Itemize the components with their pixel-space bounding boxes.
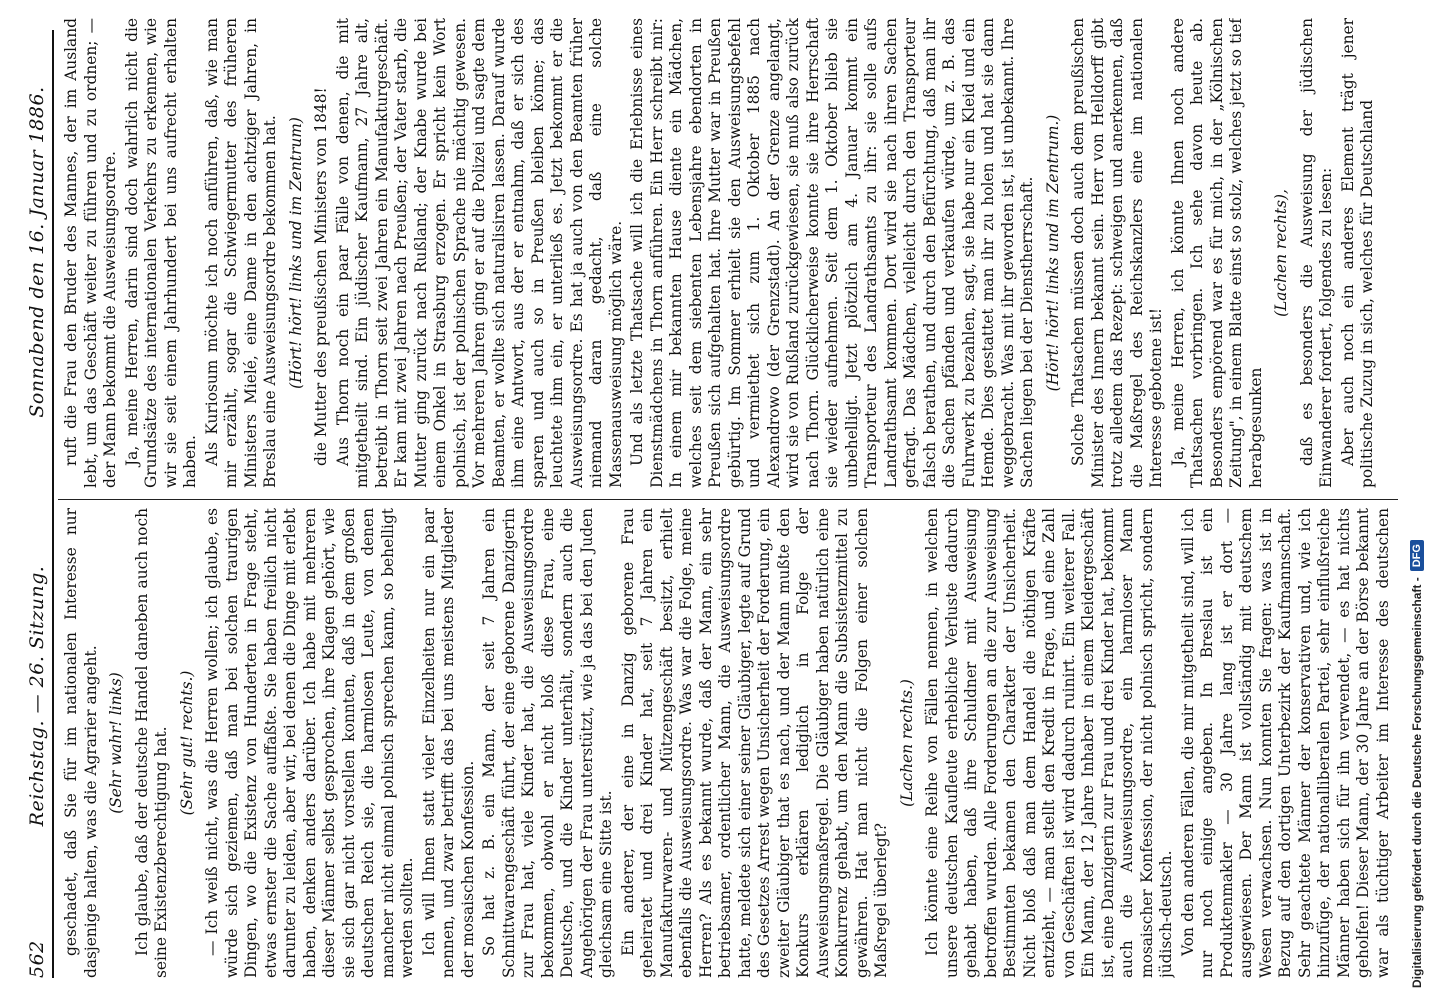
left-column [62, 508, 1392, 978]
interjection: (Sehr gut! rechts.) [177, 670, 196, 816]
paragraph: Ich könnte eine Reihe von Fällen nennen, in welchen unsere deutschen Kaufleute erhebliche Verluste dadurch gehabt haben, daß ihre Schuldner mit Ausweisung betroffen wurden. Alle Forderungen an die zur Ausweisung Bestimmten bekamen den Charakter der Unsicherheit. Nicht bloß daß man dem Handel die nöthigen Kräfte entzieht, — man stellt den Kredit in Frage, und eine Zahl von Geschäften ist wird dadurch ruinirt. Ein weiterer Fall. Ein Mann, der 12 Jahre Inhaber in einem Kleidergeschäft ist, eine Danzigerin zur Frau und drei Kinder hat, bekommt auch die Ausweisungsordre, ein harmloser Mann mosaischer Konfession, der nicht polnisch spricht, sondern jüdisch-deutsch. [923, 508, 1175, 978]
paragraph: Und als letzte Thatsache will ich die Erlebnisse eines Dienstmädchens in Thorn anführen. Ein Herr schreibt mir: In einem mir bekannten Hause diente ein Mädchen, welches seit dem siebenten Lebensjahre ebendorten in Preußen sich aufgehalten hat. Ihre Mutter war in Preußen gebürtig. Im Sommer erhielt sie den Ausweisungsbefehl und vermiethet sich zum 1. Oktober 1885 nach Alexandrowo (der Grenzstadt). An der Grenze angelangt, wird sie von Rußland zurückgewiesen, sie muß also zurück nach Thorn. Glücklicherweise konnte sie ihre Herrschaft sie wieder aufnehmen. Seit dem 1. Oktober blieb sie unbehelligt. Jetzt plötzlich am 4. Januar kommt ein Transporteur des Landrathsamts zu ihr: sie solle aufs Landrathsamt kommen. Dort wird sie nach ihren Sachen gefragt. Das Mädchen, vielleicht durch den Transporteur falsch berathen, und durch den Befürchtung, daß man ihr die Sachen pfänden und verkaufen würde, um z. B. das Fuhrwerk zu bezahlen, sagt, sie habe nur ein Kleid und ein Hemde. Dies gestattet man ihr zu holen und hat sie dann weggebracht. Was mit ihr geworden ist, ist unbekannt. Ihre Sachen liegen bei der Dienstherrschaft. [628, 18, 1036, 488]
paragraph: Ja, meine Herren, darin sind doch wahrlich nicht die Grundsätze des internationalen Verkehrs zu erkennen, wie wir sie seit einem Jahrhundert bei uns aufrecht erhalten haben. [122, 18, 199, 488]
paragraph: Ich will Ihnen statt vieler Einzelheiten nur ein paar nennen, und zwar betrifft das bei uns meistens Mitglieder der mosaischen Konfession. [419, 508, 477, 978]
paragraph: Solche Thatsachen müssen doch auch dem preußischen Minister des Innern bekannt sein. Herr von Helldorff gibt trotz alledem das Rezept: schweigen und anerkennen, daß die Maßregel des Reichskanzlers eine im nationalen Interesse gebotene ist! [1069, 18, 1165, 488]
digitization-credit [1406, 8, 1428, 988]
right-column [62, 18, 1392, 488]
paragraph: So hat z. B. ein Mann, der seit 7 Jahren ein Schnittwarengeschäft führt, der eine geborene Danzigerin zur Frau hat, viele Kinder hat, die Ausweisungsordre bekommen, obwohl er nicht bloß diese Frau, eine Deutsche, und die Kinder unterhält, sondern auch die Angehörigen der Frau unterstützt, wie ja das bei den Juden gleichsam eine Sitte ist. [480, 508, 615, 978]
paragraph: ruft die Frau den Bruder des Mannes, der im Ausland lebt, um das Geschäft weiter zu führen und zu ordnen; — der Mann bekommt die Ausweisungsordre. [62, 18, 119, 488]
interjection: (Hört! hört! links und im Zentrum) [286, 117, 305, 389]
dfg-logo: DFG [1410, 540, 1424, 571]
paragraph: Ja, meine Herren, ich könnte Ihnen noch andere Thatsachen vorbringen. Ich sehe davon heute ab. Besonders empörend war es für mich, in der „Kölnischen Zeitung", in einem Blatte einst so stolz, welches jetzt so tief herabgesunken [1168, 18, 1265, 488]
paragraph: — Ich weiß nicht, was die Herren wollen; ich glaube, es würde sich geziemen, daß man bei solchen traurigen Dingen, wo die Existenz von Hunderten in Frage steht, etwas ernster die Sache auffaßte. Sie haben freilich nicht darunter zu leiden, aber wir, bei denen die Dinge mit erlebt haben, denken anders darüber. Ich habe mit mehreren dieser Männer selbst gesprochen, ihre Klagen gehört, wie sie sich gar nicht vorstellen konnten, daß in dem großen deutschen Reich sie, die harmlosen Leute, von denen mancher nicht einmal polnisch sprechen kann, so behelligt werden sollten. [203, 508, 416, 978]
paragraph: geschadet, daß Sie für im nationalen Interesse nur dasjenige halten, was die Agrarier angeht. [62, 508, 100, 978]
header-rule [52, 30, 54, 978]
column-divider [58, 499, 1398, 500]
interjection: (Lachen rechts), [1272, 189, 1290, 317]
header-date: Sonnabend den 16. Januar 1886. [26, 86, 48, 418]
interjection: (Hört! hört! links und im Zentrum.) [1043, 114, 1062, 392]
credit-text: Digitalisierung gefördert durch die Deutsche Forschungsgemeinschaft - [1410, 577, 1424, 988]
running-header [12, 30, 48, 978]
interjection: (Lachen rechts.) [897, 679, 916, 807]
paragraph: Ein anderer, der eine in Danzig geborene Frau geheiratet und drei Kinder hat, seit 7 Jahren ein Manufakturwaren- und Mützengeschäft besitzt, erhielt ebenfalls die Ausweisungsordre. Was war die Folge, meine Herren? Als es bekannt wurde, daß der Mann, ein sehr betriebsamer, ordentlicher Mann, die Ausweisungsordre hatte, meldete sich einer seiner Gläubiger, legte auf Grund des Gesetzes Arrest wegen Unsicherheit der Forderung, ein zweiter Gläubiger that es nach, und der Mann mußte den Konkurs erklären lediglich in Folge der Ausweisungsmaßregel. Die Gläubiger haben natürlich eine Konkurrenz gehabt, um den Mann die Subsistenzmittel zu gewähren. Hat man nicht die Folgen einer solchen Maßregel überlegt? [618, 508, 890, 978]
page-number: 562 [26, 940, 48, 978]
paragraph: daß es besonders die Ausweisung der jüdischen Einwanderer fordert, folgendes zu lesen: [1297, 18, 1335, 488]
paragraph: die Mutter des preußischen Ministers von 1848! [312, 87, 330, 466]
paragraph: Ich glaube, daß der deutsche Handel daneben auch noch seine Existenzberechtigung hat. [132, 508, 170, 978]
paragraph: Als Kuriosum möchte ich noch anführen, daß, wie man mir erzählt, sogar die Schwiegermutter des früheren Ministers Mielé, eine Dame in den achtziger Jahren, in Breslau eine Ausweisungsordre bekommen hat. [202, 18, 279, 488]
header-session: Reichstag. — 26. Sitzung. [26, 565, 48, 827]
paragraph: Von den anderen Fällen, die mir mitgetheilt sind, will ich nur noch einige angeben. In Breslau ist ein Produktenmakler — 30 Jahre lang ist er dort — ausgewiesen. Der Mann ist vollständig mit deutschem Wesen verwachsen. Nun konnten Sie fragen: was ist in Bezug auf den dortigen Unterbezirk der Kaufmannschaft. Sehr geachtete Männer der konservativen und, wie ich hinzufüge, der nationalliberalen Partei, sehr einflußreiche Männer haben sich für ihn verwendet, — es hat nichts geholfen! Dieser Mann, der 30 Jahre an der Börse bekannt war als tüchtiger Arbeiter im Interesse des deutschen [1178, 508, 1392, 978]
interjection: (Sehr wahr! links) [107, 672, 125, 814]
paragraph: Aber auch noch ein anderes Element trägt jener politische Zuzug in sich, welches für Deutschland [1338, 18, 1376, 488]
paragraph: Aus Thorn noch ein paar Fälle von denen, die mit mitgetheilt sind. Ein jüdischer Kaufmann, 27 Jahre alt, betreibt in Thorn seit zwei Jahren ein Manufakturgeschäft. Er kam mit zwei Jahren nach Preußen; der Vater starb, die Mutter ging zurück nach Rußland; der Knabe wurde bei einem Onkel in Strasburg erzogen. Er spricht kein Wort polnisch, ist der polnischen Sprache nie mächtig gewesen. Vor mehreren Jahren ging er auf die Polizei und sagte dem Beamten, er wollte sich naturalisiren lassen. Darauf wurde ihm eine Antwort, aus der er entnahm, daß er sich des sparen und auch so in Preußen bleiben könne; das leuchtete ihm ein, er unterließ es. Jetzt bekommt er die Ausweisungsordre. Es hat ja auch von den Beamten früher niemand daran gedacht, daß eine solche Massenausweisung möglich wäre. [333, 18, 625, 488]
